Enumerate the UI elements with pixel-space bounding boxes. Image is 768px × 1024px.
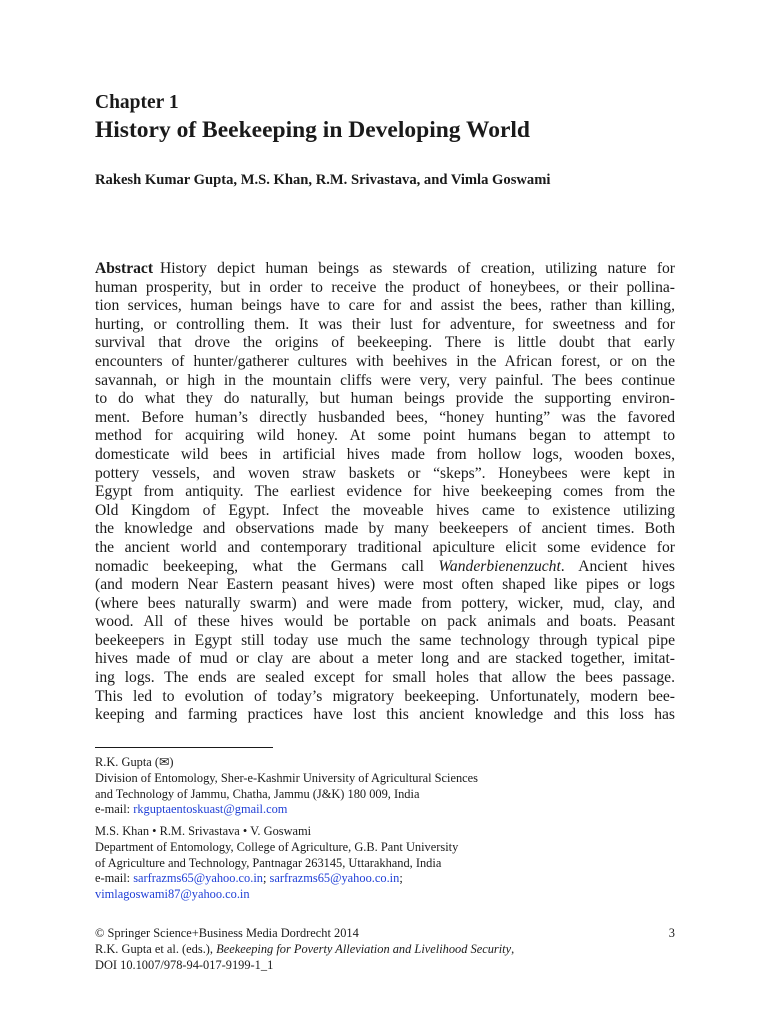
footnote-affiliation: Department of Entomology, College of Agriculture, G.B. Pant University xyxy=(95,839,459,854)
authors: Rakesh Kumar Gupta, M.S. Khan, R.M. Srivastava, and Vimla Goswami xyxy=(95,172,551,188)
email-label: e-mail: xyxy=(95,871,134,886)
citation-text: R.K. Gupta et al. (eds.), xyxy=(95,941,217,956)
chapter-number: Chapter 1 xyxy=(95,92,179,113)
footnote-email-line xyxy=(95,887,675,903)
abstract-line: to do what they do naturally, but human beings provide the supporting environ- xyxy=(95,390,675,408)
footnote-divider xyxy=(95,747,273,748)
abstract-line: the knowledge and observations made by many beekeepers of ancient times. Both xyxy=(95,520,675,538)
page-footer xyxy=(95,926,675,973)
abstract-line: ment. Before human’s directly husbanded bees, “honey hunting” was the favored xyxy=(95,408,675,426)
abstract-line: beekeepers in Egypt still today use much the same technology through typical pipe xyxy=(95,631,675,649)
footnote-name: M.S. Khan • R.M. Srivastava • V. Goswami xyxy=(95,824,312,838)
abstract xyxy=(95,260,675,725)
abstract-label: Abstract xyxy=(95,260,154,277)
email-link[interactable]: rkguptaentoskuast@gmail.com xyxy=(133,802,288,817)
email-link[interactable]: sarfrazms65@yahoo.co.in xyxy=(133,871,263,886)
email-separator: ; xyxy=(262,871,270,886)
footnote-email-line xyxy=(95,802,675,818)
abstract-line: pottery vessels, and woven straw baskets or “skeps”. Honeybees were kept in xyxy=(95,464,675,482)
abstract-line: savannah, or high in the mountain cliffs were very, very painful. The bees continue xyxy=(95,371,675,389)
page-number: 3 xyxy=(668,926,675,940)
abstract-line: Old Kingdom of Egypt. Infect the moveable hives came to existence utilizing xyxy=(95,501,675,519)
copyright: © Springer Science+Business Media Dordrecht 2014 xyxy=(95,926,359,940)
page xyxy=(95,92,675,972)
footnote-affiliation: and Technology of Jammu, Chatha, Jammu (J&K) 180 009, India xyxy=(95,786,420,801)
abstract-line: (and modern Near Eastern peasant hives) were most often shaped like pipes or logs xyxy=(95,576,675,594)
abstract-line: hurting, or controlling them. It was their lust for adventure, for sweetness and for xyxy=(95,315,675,333)
chapter-title: History of Beekeeping in Developing World xyxy=(95,117,530,143)
book-title: Beekeeping for Poverty Alleviation and Livelihood Security xyxy=(216,941,512,956)
abstract-text: History depict human beings as stewards of creation, utilizing nature for xyxy=(160,260,675,277)
email-link[interactable]: vimlagoswami87@yahoo.co.in xyxy=(95,887,250,902)
footnote-name: R.K. Gupta (✉) xyxy=(95,755,174,769)
email-label: e-mail: xyxy=(95,802,134,817)
abstract-line: the ancient world and contemporary traditional apiculture elicit some evidence for xyxy=(95,538,675,556)
footnote-affiliation: Division of Entomology, Sher-e-Kashmir University of Agricultural Sciences xyxy=(95,770,478,785)
abstract-line: method for acquiring wild honey. At some point humans began to attempt to xyxy=(95,427,675,445)
abstract-line: encounters of hunter/gatherer cultures with beehives in the African forest, or on the xyxy=(95,352,675,370)
abstract-line: tion services, human beings have to care for and assist the bees, rather than killing, xyxy=(95,297,675,315)
citation xyxy=(95,942,675,958)
abstract-line: ing logs. The ends are sealed except for small holes that allow the bees passage. xyxy=(95,669,675,687)
citation-text: , xyxy=(511,941,515,956)
footnote-email-line xyxy=(95,871,675,887)
abstract-line: domesticate wild bees in artificial hives made from hollow logs, wooden boxes, xyxy=(95,445,675,463)
footnote-affiliation: of Agriculture and Technology, Pantnagar 263145, Uttarakhand, India xyxy=(95,855,442,870)
footnote-gupta xyxy=(95,755,675,818)
email-link[interactable]: sarfrazms65@yahoo.co.in xyxy=(269,871,400,886)
abstract-text: nomadic beekeeping, what the Germans call xyxy=(95,557,439,575)
doi: DOI 10.1007/978-94-017-9199-1_1 xyxy=(95,957,274,972)
abstract-line: hives made of mud or clay are about a meter long and are stacked together, imitat- xyxy=(95,650,675,668)
email-separator: ; xyxy=(399,871,403,886)
abstract-emphasis: Wanderbienenzucht xyxy=(438,557,561,575)
abstract-text: . Ancient hives xyxy=(560,557,675,575)
abstract-line: Egypt from antiquity. The earliest evidence for hive beekeeping comes from the xyxy=(95,483,675,501)
footnote-coauthors xyxy=(95,824,675,903)
abstract-line: keeping and farming practices have lost this ancient knowledge and this loss has xyxy=(95,706,675,724)
abstract-line: This led to evolution of today’s migratory beekeeping. Unfortunately, modern bee- xyxy=(95,687,675,705)
abstract-line xyxy=(95,558,675,577)
abstract-line xyxy=(95,260,675,279)
abstract-line: human prosperity, but in order to receive the product of honeybees, or their pollina- xyxy=(95,278,675,296)
abstract-line: survival that drove the origins of beekeeping. There is little doubt that early xyxy=(95,334,675,352)
abstract-line: (where bees naturally swarm) and were made from pottery, wicker, mud, clay, and xyxy=(95,594,675,612)
abstract-line: wood. All of these hives would be portable on pack animals and boats. Peasant xyxy=(95,613,675,631)
